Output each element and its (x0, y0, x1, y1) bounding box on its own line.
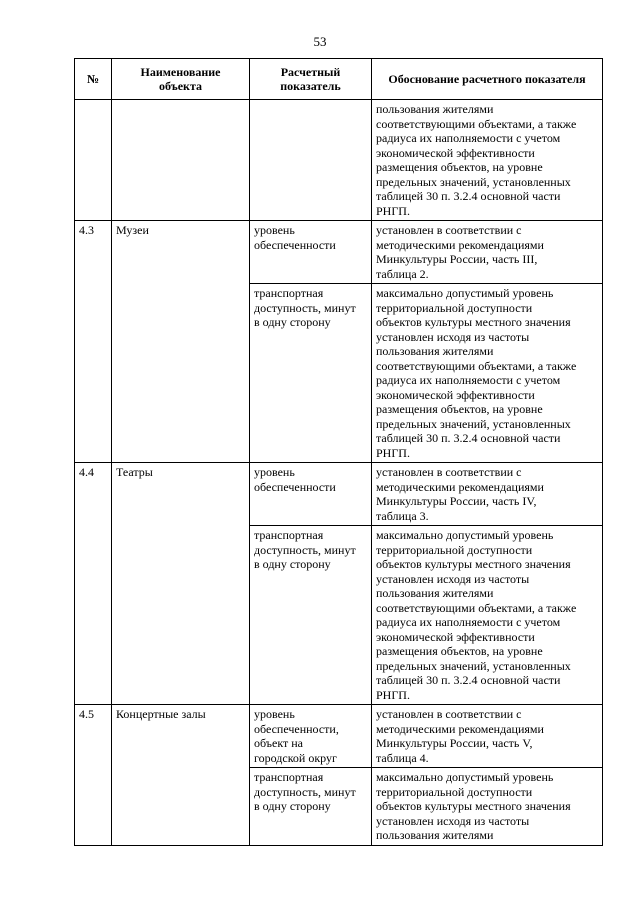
cell-indicator (250, 100, 372, 221)
page-number: 53 (313, 34, 327, 49)
cell-num: 4.5 (75, 705, 112, 846)
cell-name: Театры (112, 463, 250, 705)
cell-indicator: транспортная доступность, минут в одну сторону (250, 284, 372, 463)
cell-num (75, 100, 112, 221)
cell-justification: установлен в соответствии с методическими рекомендациями Минкультуры России, часть V, таблица 4. (372, 705, 603, 768)
cell-indicator: транспортная доступность, минут в одну сторону (250, 526, 372, 705)
cell-indicator: уровень обеспеченности (250, 221, 372, 284)
cell-indicator: транспортная доступность, минут в одну сторону (250, 768, 372, 846)
header-justification: Обоснование расчетного показателя (372, 59, 603, 100)
table-header-row (75, 59, 603, 100)
header-indicator: Расчетный показатель (250, 59, 372, 100)
table-row-4-3-a (75, 221, 603, 284)
table-row-4-4-a (75, 463, 603, 526)
table-row-continuation (75, 100, 603, 221)
indicators-table (74, 58, 603, 846)
cell-justification: установлен в соответствии с методическими рекомендациями Минкультуры России, часть III, таблица 2. (372, 221, 603, 284)
cell-justification: максимально допустимый уровень территориальной доступности объектов культуры местного значения установлен исходя из частоты пользования жителями соответствующими объектами, а также радиуса их наполняемости с учетом экономической эффективности размещения объектов, на уровне предельных значений, установленных таблицей 30 п. 3.2.4 основной части РНГП. (372, 284, 603, 463)
header-num: № (75, 59, 112, 100)
cell-justification: максимально допустимый уровень территориальной доступности объектов культуры местного значения установлен исходя из частоты пользования жителями соответствующими объектами, а также радиуса их наполняемости с учетом экономической эффективности размещения объектов, на уровне предельных значений, установленных таблицей 30 п. 3.2.4 основной части РНГП. (372, 526, 603, 705)
cell-num: 4.4 (75, 463, 112, 705)
cell-indicator: уровень обеспеченности, объект на городской округ (250, 705, 372, 768)
cell-num: 4.3 (75, 221, 112, 463)
cell-justification: пользования жителями соответствующими объектами, а также радиуса их наполняемости с учетом экономической эффективности размещения объектов, на уровне предельных значений, установленных таблицей 30 п. 3.2.4 основной части РНГП. (372, 100, 603, 221)
cell-name (112, 100, 250, 221)
cell-justification: установлен в соответствии с методическими рекомендациями Минкультуры России, часть IV, таблица 3. (372, 463, 603, 526)
cell-name: Музеи (112, 221, 250, 463)
header-name: Наименование объекта (112, 59, 250, 100)
cell-justification: максимально допустимый уровень территориальной доступности объектов культуры местного значения установлен исходя из частоты пользования жителями (372, 768, 603, 846)
table-row-4-5-a (75, 705, 603, 768)
cell-indicator: уровень обеспеченности (250, 463, 372, 526)
cell-name: Концертные залы (112, 705, 250, 846)
